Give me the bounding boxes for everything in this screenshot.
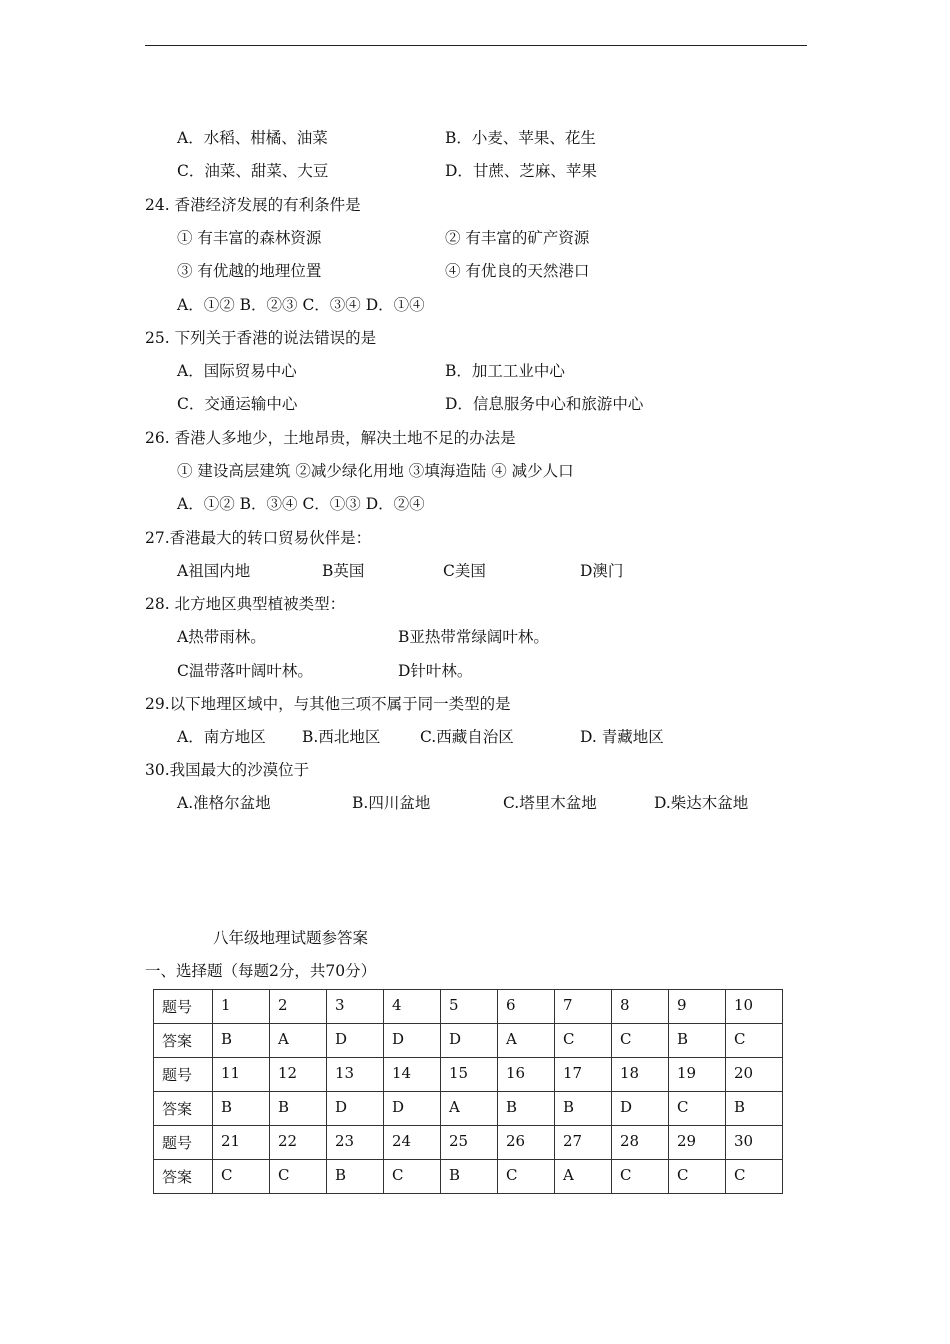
line-q25c: C．交通运输中心 [177, 395, 298, 413]
line-q28b: B亚热带常绿阔叶林。 [398, 628, 549, 646]
line-q25a: A．国际贸易中心 [177, 362, 297, 380]
table-row [154, 1160, 783, 1194]
table-cell: B [213, 1092, 270, 1126]
table-cell: C [669, 1092, 726, 1126]
table-cell: B [555, 1092, 612, 1126]
line-q23d: D．甘蔗、芝麻、苹果 [445, 162, 597, 180]
line-q29c: C.西藏自治区 [420, 728, 514, 746]
table-row [154, 1092, 783, 1126]
line-q30d: D.柴达木盆地 [654, 794, 749, 812]
table-cell: D [384, 1024, 441, 1058]
table-cell: 9 [669, 990, 726, 1024]
table-cell: 11 [213, 1058, 270, 1092]
table-cell: 5 [441, 990, 498, 1024]
table-cell: 30 [726, 1126, 783, 1160]
table-cell: B [270, 1092, 327, 1126]
table-cell: C [384, 1160, 441, 1194]
line-q23c: C．油菜、甜菜、大豆 [177, 162, 329, 180]
table-cell: 27 [555, 1126, 612, 1160]
row-label: 答案 [154, 1024, 213, 1058]
line-q30a: A.准格尔盆地 [177, 794, 271, 812]
table-cell: B [327, 1160, 384, 1194]
line-q30b: B.四川盆地 [352, 794, 431, 812]
line-q27d: D澳门 [580, 562, 624, 580]
table-cell: 15 [441, 1058, 498, 1092]
table-cell: 20 [726, 1058, 783, 1092]
line-q27a: A祖国内地 [177, 562, 251, 580]
table-cell: B [726, 1092, 783, 1126]
table-cell: B [213, 1024, 270, 1058]
table-cell: B [441, 1160, 498, 1194]
table-cell: C [498, 1160, 555, 1194]
table-cell: 10 [726, 990, 783, 1024]
table-cell: 19 [669, 1058, 726, 1092]
line-q29b: B.西北地区 [302, 728, 381, 746]
table-cell: A [498, 1024, 555, 1058]
line-q29d: D. 青藏地区 [580, 728, 664, 746]
line-section-title: 一、选择题（每题2分，共70分） [145, 962, 377, 980]
table-cell: 18 [612, 1058, 669, 1092]
table-cell: 8 [612, 990, 669, 1024]
table-cell: 28 [612, 1126, 669, 1160]
table-cell: D [327, 1024, 384, 1058]
table-cell: D [441, 1024, 498, 1058]
table-cell: C [612, 1160, 669, 1194]
table-cell: 4 [384, 990, 441, 1024]
table-cell: 21 [213, 1126, 270, 1160]
table-cell: 16 [498, 1058, 555, 1092]
line-q28a: A热带雨林。 [177, 628, 266, 646]
row-label: 题号 [154, 1126, 213, 1160]
line-q28c: C温带落叶阔叶林。 [177, 662, 313, 680]
table-cell: 3 [327, 990, 384, 1024]
line-q27b: B英国 [322, 562, 365, 580]
line-q24-opts: A．①② B．②③ C．③④ D．①④ [177, 296, 425, 314]
table-row [154, 1058, 783, 1092]
line-q23b: B．小麦、苹果、花生 [445, 129, 596, 147]
line-q24: 24. 香港经济发展的有利条件是 [145, 196, 361, 214]
row-label: 答案 [154, 1092, 213, 1126]
table-cell: D [612, 1092, 669, 1126]
table-cell: C [270, 1160, 327, 1194]
table-cell: C [612, 1024, 669, 1058]
table-cell: 29 [669, 1126, 726, 1160]
table-cell: D [384, 1092, 441, 1126]
table-cell: 6 [498, 990, 555, 1024]
line-q24-4: ④ 有优良的天然港口 [445, 262, 590, 280]
row-label: 题号 [154, 1058, 213, 1092]
table-cell: 24 [384, 1126, 441, 1160]
row-label: 题号 [154, 990, 213, 1024]
table-cell: C [213, 1160, 270, 1194]
line-q27: 27.香港最大的转口贸易伙伴是： [145, 529, 372, 547]
line-q26-items: ① 建设高层建筑 ②减少绿化用地 ③填海造陆 ④ 减少人口 [177, 462, 574, 480]
table-cell: A [441, 1092, 498, 1126]
line-q30: 30.我国最大的沙漠位于 [145, 761, 310, 779]
line-q29a: A．南方地区 [177, 728, 266, 746]
line-q25: 25. 下列关于香港的说法错误的是 [145, 329, 377, 347]
line-q28: 28. 北方地区典型植被类型： [145, 595, 346, 613]
line-q29: 29.以下地理区域中，与其他三项不属于同一类型的是 [145, 695, 511, 713]
table-row [154, 1126, 783, 1160]
table-cell: B [498, 1092, 555, 1126]
table-cell: 17 [555, 1058, 612, 1092]
table-row [154, 990, 783, 1024]
table-cell: A [555, 1160, 612, 1194]
line-q26: 26. 香港人多地少，土地昂贵，解决土地不足的办法是 [145, 429, 516, 447]
line-q28d: D针叶林。 [398, 662, 473, 680]
line-q24-2: ② 有丰富的矿产资源 [445, 229, 590, 247]
table-cell: 13 [327, 1058, 384, 1092]
table-cell: 26 [498, 1126, 555, 1160]
table-cell: C [726, 1160, 783, 1194]
table-cell: 14 [384, 1058, 441, 1092]
line-q24-1: ① 有丰富的森林资源 [177, 229, 322, 247]
table-cell: C [669, 1160, 726, 1194]
table-cell: B [669, 1024, 726, 1058]
table-cell: C [555, 1024, 612, 1058]
answer-table [153, 989, 783, 1194]
line-q23a: A．水稻、柑橘、油菜 [177, 129, 328, 147]
line-q25b: B．加工工业中心 [445, 362, 565, 380]
table-cell: A [270, 1024, 327, 1058]
line-q25d: D．信息服务中心和旅游中心 [445, 395, 644, 413]
row-label: 答案 [154, 1160, 213, 1194]
table-cell: 25 [441, 1126, 498, 1160]
line-answer-title: 八年级地理试题参答案 [213, 929, 369, 947]
line-q27c: C美国 [443, 562, 486, 580]
table-cell: 1 [213, 990, 270, 1024]
line-q30c: C.塔里木盆地 [503, 794, 597, 812]
table-cell: 22 [270, 1126, 327, 1160]
table-cell: 7 [555, 990, 612, 1024]
table-cell: C [726, 1024, 783, 1058]
table-cell: 2 [270, 990, 327, 1024]
line-q26-opts: A．①② B．③④ C．①③ D．②④ [177, 495, 425, 513]
table-cell: 23 [327, 1126, 384, 1160]
table-cell: D [327, 1092, 384, 1126]
table-row [154, 1024, 783, 1058]
line-q24-3: ③ 有优越的地理位置 [177, 262, 322, 280]
header-rule [145, 45, 807, 46]
table-cell: 12 [270, 1058, 327, 1092]
